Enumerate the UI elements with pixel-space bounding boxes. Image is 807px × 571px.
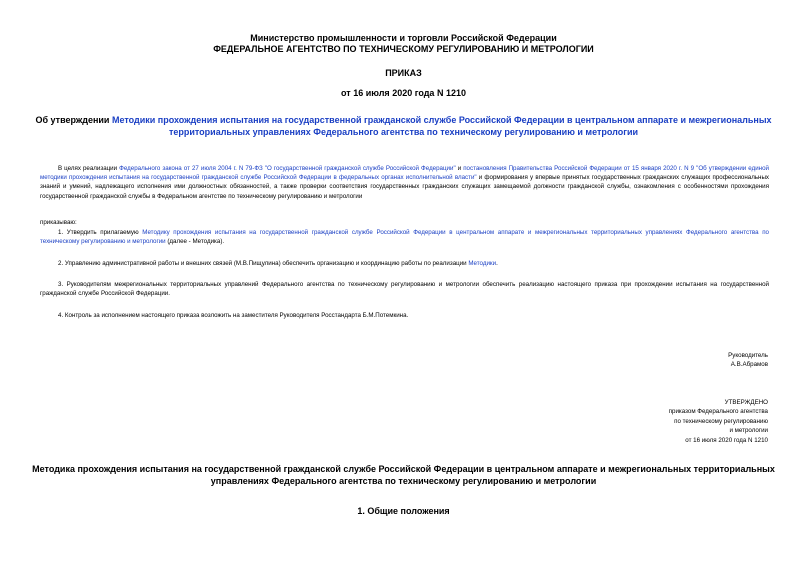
item-2-method-link[interactable]: Методики	[468, 260, 497, 267]
preamble-text-3: и формирования у впервые принятых государственных гражданских служащих профессиональных знаний и умений, надлежащего исполнения ими должностных обязанностей, а также проверки соответствия государственных гражданских служащих замещаемой должности гражданской службы, ознакомления с особенностями прохождения государственной гражданской службы в Федеральном агентстве по техническому регулированию и метрологии	[40, 174, 769, 200]
document-date-number: от 16 июля 2020 года N 1210	[341, 88, 466, 98]
item-1-text-b: (далее - Методика).	[165, 238, 225, 246]
order-item-4: 4. Контроль за исполнением настоящего приказа возложить на заместителя Руководителя Росстандарта Б.М.Потемкина.	[58, 312, 409, 319]
signer-role: Руководитель	[728, 352, 768, 359]
signer-name: А.В.Абрамов	[730, 361, 768, 369]
order-item-1	[40, 228, 769, 246]
approval-line-5: от 16 июля 2020 года N 1210	[685, 436, 768, 444]
item-2-text-a: 2. Управлению административной работы и внешних связей (М.В.Пищулина) обеспечить организацию и координацию работы по реализации	[58, 260, 469, 267]
order-word: приказываю:	[40, 219, 77, 226]
approval-line-3: по техническому регулированию	[674, 417, 768, 425]
ministry-name: Министерство промышленности и торговли Российской Федерации	[250, 33, 557, 43]
document-title	[30, 115, 777, 138]
agency-name: ФЕДЕРАЛЬНОЕ АГЕНТСТВО ПО ТЕХНИЧЕСКОМУ РЕГУЛИРОВАНИЮ И МЕТРОЛОГИИ	[213, 44, 594, 54]
approval-line-4: и метрологии	[729, 427, 768, 435]
title-method-link[interactable]: Методики прохождения испытания на государственной гражданской службе Российской Федерации в центральном аппарате и межрегиональных территориальных управлениях Федерального агентства по техническому регулированию и метрологии	[111, 115, 772, 137]
issuer-header	[0, 33, 807, 55]
section-heading-1: 1. Общие положения	[357, 506, 450, 516]
item-1-method-link[interactable]: Методику прохождения испытания на государственной гражданской службе Российской Федерации в центральном аппарате и межрегиональных территориальных управлениях Федерального агентства по техническому регулированию и метрологии	[40, 229, 769, 246]
document-type: ПРИКАЗ	[385, 68, 422, 78]
signature-block	[568, 351, 768, 370]
preamble-text-1: В целях реализации	[58, 165, 120, 172]
government-decree-link[interactable]: постановления Правительства Российской Федерации от 15 января 2020 г. N 9 "Об утверждении единой методики прохождения испытания на государственной гражданской службе Российской Федерации в федеральных органах исполнительной власти"	[40, 165, 769, 182]
preamble-text-2: и	[455, 165, 464, 172]
order-item-2	[40, 259, 769, 268]
approval-stamp	[568, 398, 768, 445]
method-title: Методика прохождения испытания на государственной гражданской службе Российской Федерации в центральном аппарате и межрегиональных территориальных управлениях Федерального агентства по техническому регулированию и метрологии	[32, 464, 775, 486]
approval-line-2: приказом Федерального агентства	[668, 408, 768, 416]
federal-law-link[interactable]: Федерального закона от 27 июля 2004 г. N 79-ФЗ "О государственной гражданской службе Российской Федерации"	[119, 165, 456, 172]
order-item-3: 3. Руководителям межрегиональных территориальных управлений Федерального агентства по техническому регулированию и метрологии обеспечить реализацию настоящего приказа при прохождении испытания на государственной гражданской службе Российской Федерации.	[40, 281, 769, 298]
item-2-text-b: .	[496, 260, 498, 267]
item-1-text-a: 1. Утвердить прилагаемую	[58, 229, 143, 236]
title-prefix: Об утверждении	[35, 115, 112, 125]
preamble-paragraph	[40, 164, 769, 201]
approval-line-1: УТВЕРЖДЕНО	[724, 399, 768, 406]
